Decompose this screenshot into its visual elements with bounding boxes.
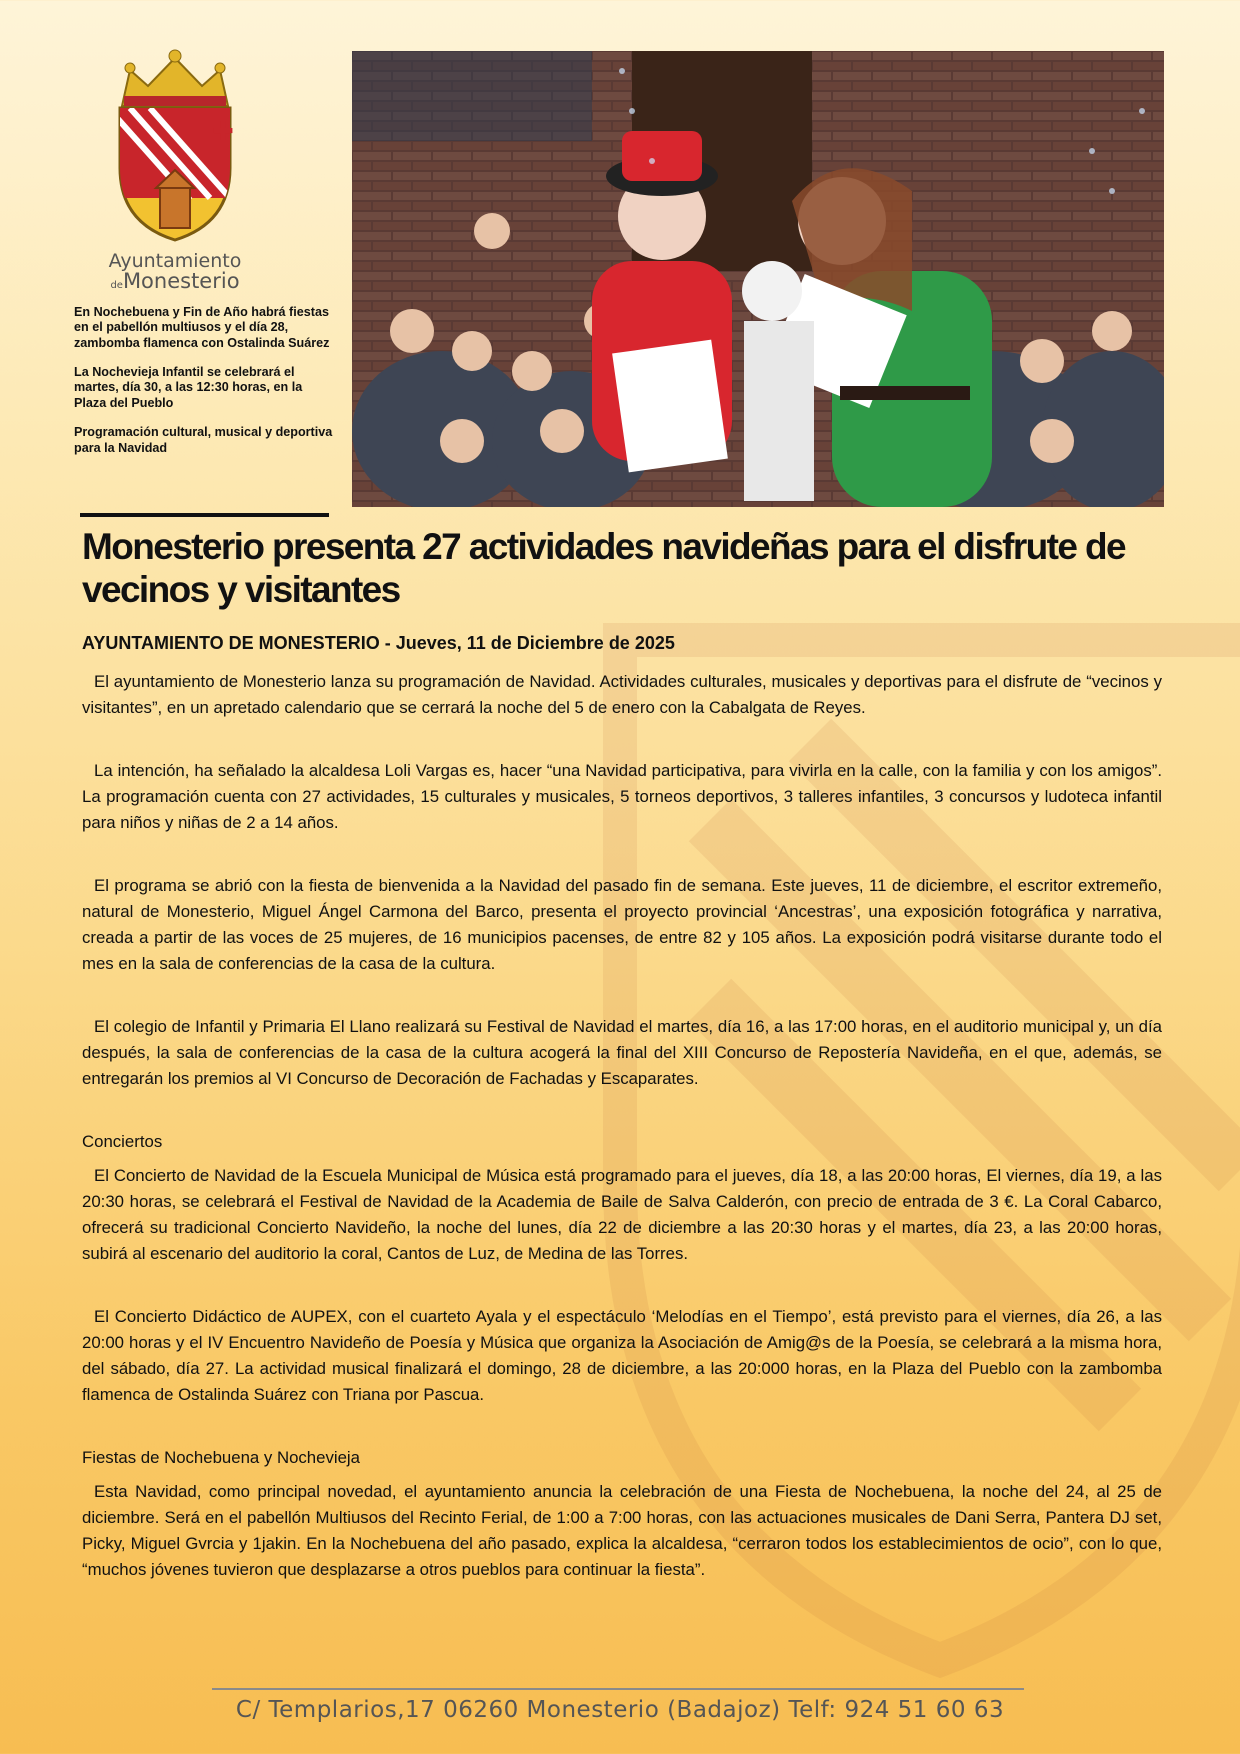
logo-wordmark (80, 252, 270, 292)
body-paragraph: Esta Navidad, como principal novedad, el ayuntamiento anuncia la celebración de una Fiesta de Nochebuena, la noche del 24, al 25 de diciembre. Será en el pabellón Multiusos del Recinto Ferial, de 1:00 a 7:00 horas, con las actuaciones musicales de Dani Serra, Pantera DJ set, Picky, Miguel Gvrcia y 1jakin. En la Nochebuena del año pasado, explica la alcaldesa, “cerraron todos los establecimientos de ocio”, con lo que, “muchos jóvenes tuvieron que desplazarse a otros pueblos para continuar la fiesta”. (82, 1482, 1162, 1579)
body-paragraph: El ayuntamiento de Monesterio lanza su programación de Navidad. Actividades culturales, musicales y deportivas para el disfrute de “vecinos y visitantes”, en un apretado calendario que se cerrará la noche del 5 de enero con la Cabalgata de Reyes. (82, 672, 1162, 717)
article-photo (352, 51, 1164, 507)
body-paragraph: El Concierto Didáctico de AUPEX, con el cuarteto Ayala y el espectáculo ‘Melodías en el Tiempo’, está previsto para el viernes, día 26, a las 20:00 horas y el IV Encuentro Navideño de Poesía y Música que organiza la Asociación de Amig@s de la Poesía, se celebrará a la misma hora, del sábado, día 27. La actividad musical finalizará el domingo, 28 de diciembre, a las 20:000 horas, en la Plaza del Pueblo con la zambomba flamenca de Ostalinda Suárez con Triana por Pascua. (82, 1307, 1162, 1404)
article-body (82, 669, 1162, 1583)
logo-town: Monesterio (122, 269, 240, 293)
highlight-item: La Nochevieja Infantil se celebrará el martes, día 30, a las 12:30 horas, en la Plaza del Pueblo (74, 365, 303, 410)
article-headline: Monesterio presenta 27 actividades navideñas para el disfrute de vecinos y visitantes (82, 526, 1125, 610)
svg-text:✚: ✚ (212, 117, 234, 147)
logo-line-monesterio (80, 271, 270, 292)
highlights-sidebar (74, 305, 334, 470)
section-heading-fiestas: Fiestas de Nochebuena y Nochevieja (82, 1448, 360, 1467)
body-paragraph: El colegio de Infantil y Primaria El Llano realizará su Festival de Navidad el martes, día 16, a las 17:00 horas, en el auditorio municipal y, un día después, la sala de conferencias de la casa de la cultura acogerá la final del XIII Concurso de Repostería Navideña, en el que, además, se entregarán los premios al VI Concurso de Decoración de Fachadas y Escaparates. (82, 1017, 1162, 1088)
logo-prefix: de (110, 280, 123, 291)
body-paragraph: La intención, ha señalado la alcaldesa Loli Vargas es, hacer “una Navidad participativa, para vivirla en la calle, con la familia y con los amigos”. La programación cuenta con 27 actividades, 15 culturales y musicales, 5 torneos deportivos, 3 talleres infantiles, 3 concursos y ludoteca infantil para niños y niñas de 2 a 14 años. (82, 761, 1162, 832)
highlight-item: En Nochebuena y Fin de Año habrá fiestas en el pabellón multiusos y el día 28, zambomba flamenca con Ostalinda Suárez (74, 305, 330, 350)
footer-rule (212, 1688, 1024, 1690)
headline-accent-rule (80, 513, 329, 517)
section-heading-conciertos: Conciertos (82, 1132, 163, 1151)
footer-address: C/ Templarios,17 06260 Monesterio (Badajoz) Telf: 924 51 60 63 (235, 1697, 1005, 1723)
article-byline: AYUNTAMIENTO DE MONESTERIO - Jueves, 11 de Diciembre de 2025 (82, 633, 675, 653)
children-christmas-photo (352, 51, 1164, 507)
highlight-item: Programación cultural, musical y deportiva para la Navidad (74, 425, 333, 455)
municipality-logo (80, 48, 270, 292)
body-paragraph: El programa se abrió con la fiesta de bienvenida a la Navidad del pasado fin de semana. Este jueves, 11 de diciembre, el escritor extremeño, natural de Monesterio, Miguel Ángel Carmona del Barco, presenta el proyecto provincial ‘Ancestras’, una exposición fotográfica y narrativa, creada a partir de las voces de 25 mujeres, de 16 municipios pacenses, de entre 82 y 105 años. La exposición podrá visitarse durante todo el mes en la sala de conferencias de la casa de la cultura. (82, 876, 1162, 973)
logo-line-ayuntamiento: Ayuntamiento (108, 250, 242, 272)
body-paragraph: El Concierto de Navidad de la Escuela Municipal de Música está programado para el jueves, día 18, a las 20:00 horas, El viernes, día 19, a las 20:30 horas, se celebrará el Festival de Navidad de la Academia de Baile de Salva Calderón, con precio de entrada de 3 €. La Coral Cabarco, ofrecerá su tradicional Concierto Navideño, la noche del lunes, día 22 de diciembre a las 20:30 horas y el martes, día 23, a las 20:00 horas, subirá al escenario del auditorio la coral, Cantos de Luz, de Medina de las Torres. (82, 1166, 1162, 1263)
coat-of-arms-icon (100, 48, 250, 246)
